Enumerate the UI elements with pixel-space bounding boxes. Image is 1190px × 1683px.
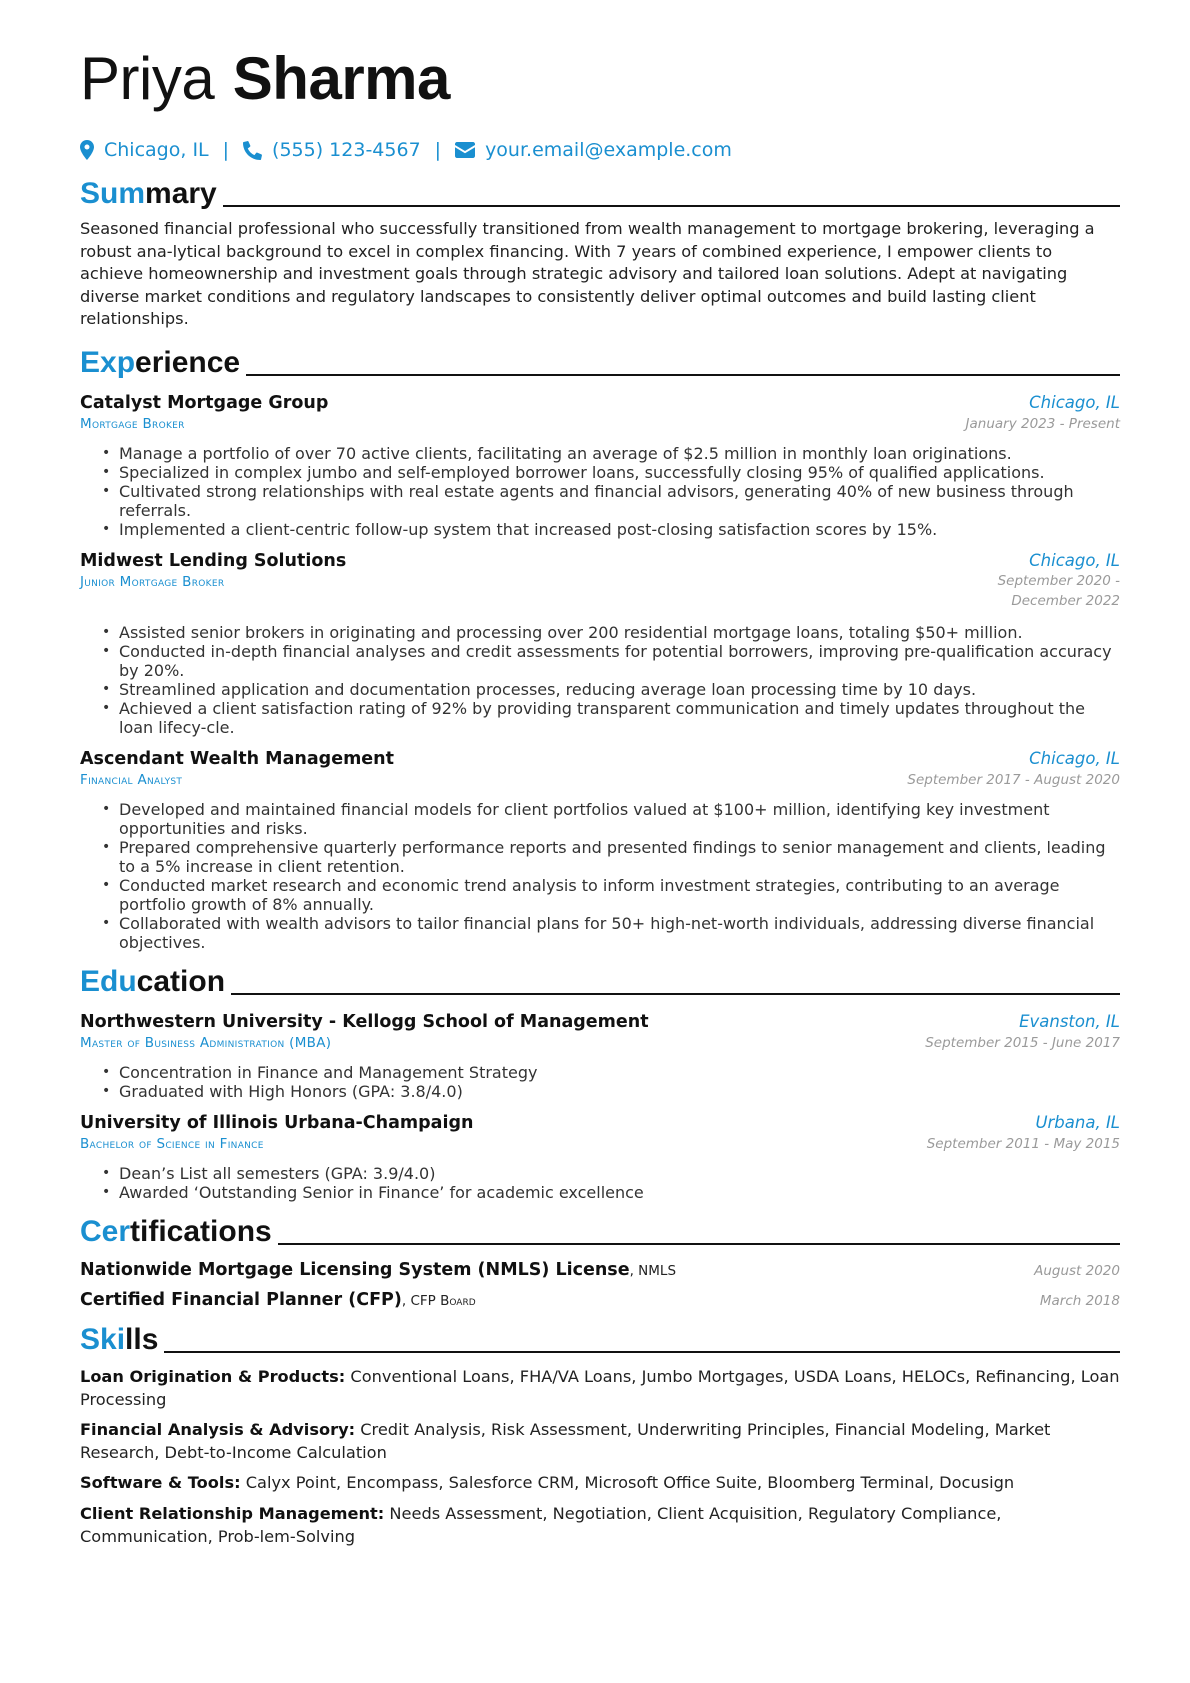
cert-date: August 2020 (1034, 1262, 1120, 1279)
bullet-item: • Concentration in Finance and Management Strategy (102, 1063, 1120, 1082)
job-role: Junior Mortgage Broker (80, 573, 225, 590)
job-dates: September 2020 - December 2022 (997, 572, 1120, 609)
job-bullets (80, 623, 1120, 737)
cert-name: Nationwide Mortgage Licensing System (NMLS) License (80, 1259, 630, 1280)
bullet-item: • Manage a portfolio of over 70 active clients, facilitating an average of $2.5 million in monthly loan originations. (102, 444, 1120, 463)
bullet-item: • Implemented a client-centric follow-up system that increased post-closing satisfaction scores by 15%. (102, 520, 1120, 539)
skill-label: Loan Origination & Products: (80, 1366, 346, 1386)
cert-org: , CFP Board (401, 1292, 476, 1309)
section-title-rest: cation (136, 964, 226, 998)
map-pin-icon (80, 140, 94, 160)
skill-line (80, 1472, 1120, 1495)
job-role: Financial Analyst (80, 771, 183, 788)
bullet-item: • Dean’s List all semesters (GPA: 3.9/4.0) (102, 1164, 1120, 1183)
section-rule (231, 993, 1120, 995)
section-title-rest: erience (135, 345, 241, 379)
bullet-item: • Streamlined application and documentation processes, reducing average loan processing time by 10 days. (102, 680, 1120, 699)
certification-entry (80, 1290, 1120, 1310)
education-dates: September 2011 - May 2015 (926, 1135, 1120, 1152)
section-title-accent: Edu (80, 964, 137, 998)
email-text: your.email@example.com (485, 139, 732, 161)
bullet-item: • Conducted market research and economic trend analysis to inform investment strategies, contributing to an average portfolio growth of 8% annually. (102, 876, 1120, 914)
bullet-item: • Specialized in complex jumbo and self-employed borrower loans, successfully closing 95% of qualified applications. (102, 463, 1120, 482)
section-rule (223, 205, 1120, 207)
degree: Bachelor of Science in Finance (80, 1135, 264, 1152)
degree: Master of Business Administration (MBA) (80, 1034, 332, 1051)
summary-text: Seasoned financial professional who successfully transitioned from wealth management to mortgage brokering, leveraging a robust ana-lytical background to excel in complex financing. With 7 years of combined experience, I empower clients to achieve homeownership and investment goals through strategic advisory and tailored loan solutions. Adept at navigating diverse market conditions and regulatory landscapes to consistently deliver optimal outcomes and build lasting client relationships. (80, 219, 1095, 329)
job-role: Mortgage Broker (80, 415, 185, 432)
school-name: Northwestern University - Kellogg School of Management (80, 1011, 649, 1032)
candidate-name (80, 40, 1120, 118)
skill-line (80, 1366, 1120, 1411)
phone-text: (555) 123-4567 (272, 139, 421, 161)
school-location: Evanston, IL (1019, 1011, 1120, 1031)
education-entry (80, 1012, 1120, 1101)
section-title-accent: Sum (80, 177, 146, 210)
bullet-item: • Awarded ‘Outstanding Senior in Finance’ for academic excellence (102, 1183, 1120, 1202)
cert-date: March 2018 (1039, 1292, 1120, 1309)
skill-label: Financial Analysis & Advisory: (80, 1420, 356, 1440)
summary-heading (80, 176, 1120, 212)
section-title-accent: Ski (80, 1322, 126, 1356)
company-name: Midwest Lending Solutions (80, 550, 347, 571)
section-rule (246, 374, 1120, 376)
job-entry (80, 551, 1120, 737)
bullet-item: • Collaborated with wealth advisors to tailor financial plans for 50+ high-net-worth individuals, addressing diverse financial objectives. (102, 914, 1120, 952)
company-name: Catalyst Mortgage Group (80, 392, 329, 413)
job-dates: January 2023 - Present (965, 415, 1120, 432)
job-location: Chicago, IL (1029, 748, 1120, 768)
contact-phone[interactable] (243, 139, 421, 161)
skill-line (80, 1503, 1120, 1548)
bullet-item: • Assisted senior brokers in originating and processing over 200 residential mortgage loans, totaling $50+ million. (102, 623, 1120, 642)
skill-value: Calyx Point, Encompass, Salesforce CRM, Microsoft Office Suite, Bloomberg Terminal, Docusign (240, 1473, 1015, 1493)
location-text: Chicago, IL (104, 139, 209, 161)
bullet-item: • Developed and maintained financial models for client portfolios valued at $100+ million, identifying key investment opportunities and risks. (102, 800, 1120, 838)
job-entry (80, 393, 1120, 539)
job-location: Chicago, IL (1029, 392, 1120, 412)
section-title-accent: Cer (80, 1214, 131, 1248)
bullet-item: • Cultivated strong relationships with real estate agents and financial advisors, generating 40% of new business through referrals. (102, 482, 1120, 520)
contact-separator: | (434, 139, 442, 161)
bullet-item: • Prepared comprehensive quarterly performance reports and presented findings to senior management and clients, leading to a 5% increase in client retention. (102, 838, 1120, 876)
skill-label: Software & Tools: (80, 1473, 241, 1493)
cert-name: Certified Financial Planner (CFP) (80, 1289, 402, 1310)
skill-line (80, 1419, 1120, 1464)
skill-value: Credit Analysis, Risk Assessment, Underwriting Principles, Financial Modeling, Market Research, Debt-to-Income Calculation (80, 1420, 1051, 1462)
job-entry (80, 749, 1120, 952)
job-bullets (80, 444, 1120, 539)
contact-location (80, 139, 209, 161)
school-location: Urbana, IL (1035, 1112, 1120, 1132)
resume-page (80, 40, 1120, 1548)
job-bullets (80, 800, 1120, 952)
phone-icon (243, 141, 262, 160)
company-name: Ascendant Wealth Management (80, 748, 395, 769)
first-name: Priya (80, 45, 215, 112)
education-bullets (80, 1164, 1120, 1202)
section-title-rest: tifications (130, 1214, 272, 1248)
bullet-item: • Conducted in-depth financial analyses and credit assessments for potential borrowers, improving pre-qualification accuracy by 20%. (102, 642, 1120, 680)
experience-heading (80, 345, 1120, 381)
job-location: Chicago, IL (1029, 550, 1120, 570)
envelope-icon (455, 142, 475, 158)
education-bullets (80, 1063, 1120, 1101)
last-name: Sharma (232, 45, 450, 112)
skill-label: Client Relationship Management: (80, 1503, 385, 1523)
section-title-rest: mary (145, 177, 217, 210)
skill-value: Needs Assessment, Negotiation, Client Acquisition, Regulatory Compliance, Communication, Prob-lem-Solving (80, 1503, 1002, 1546)
skills-heading (80, 1322, 1120, 1358)
section-title-rest: lls (125, 1322, 159, 1356)
school-name: University of Illinois Urbana-Champaign (80, 1112, 474, 1133)
contact-email[interactable] (455, 139, 732, 161)
cert-org: , NMLS (629, 1262, 677, 1279)
certification-entry (80, 1260, 1120, 1280)
skill-value: Conventional Loans, FHA/VA Loans, Jumbo Mortgages, USDA Loans, HELOCs, Refinancing, Loan Processing (80, 1366, 1120, 1409)
job-dates: September 2017 - August 2020 (907, 771, 1120, 788)
section-title-accent: Exp (80, 345, 136, 379)
certifications-heading (80, 1214, 1120, 1250)
education-entry (80, 1113, 1120, 1202)
contact-bar (80, 136, 1120, 164)
bullet-item: • Achieved a client satisfaction rating of 92% by providing transparent communication and timely updates throughout the loan lifecy-cle. (102, 699, 1120, 737)
section-rule (164, 1351, 1120, 1353)
education-heading (80, 964, 1120, 1000)
bullet-item: • Graduated with High Honors (GPA: 3.8/4.0) (102, 1082, 1120, 1101)
section-rule (278, 1243, 1120, 1245)
contact-separator: | (222, 139, 230, 161)
education-dates: September 2015 - June 2017 (925, 1034, 1120, 1051)
